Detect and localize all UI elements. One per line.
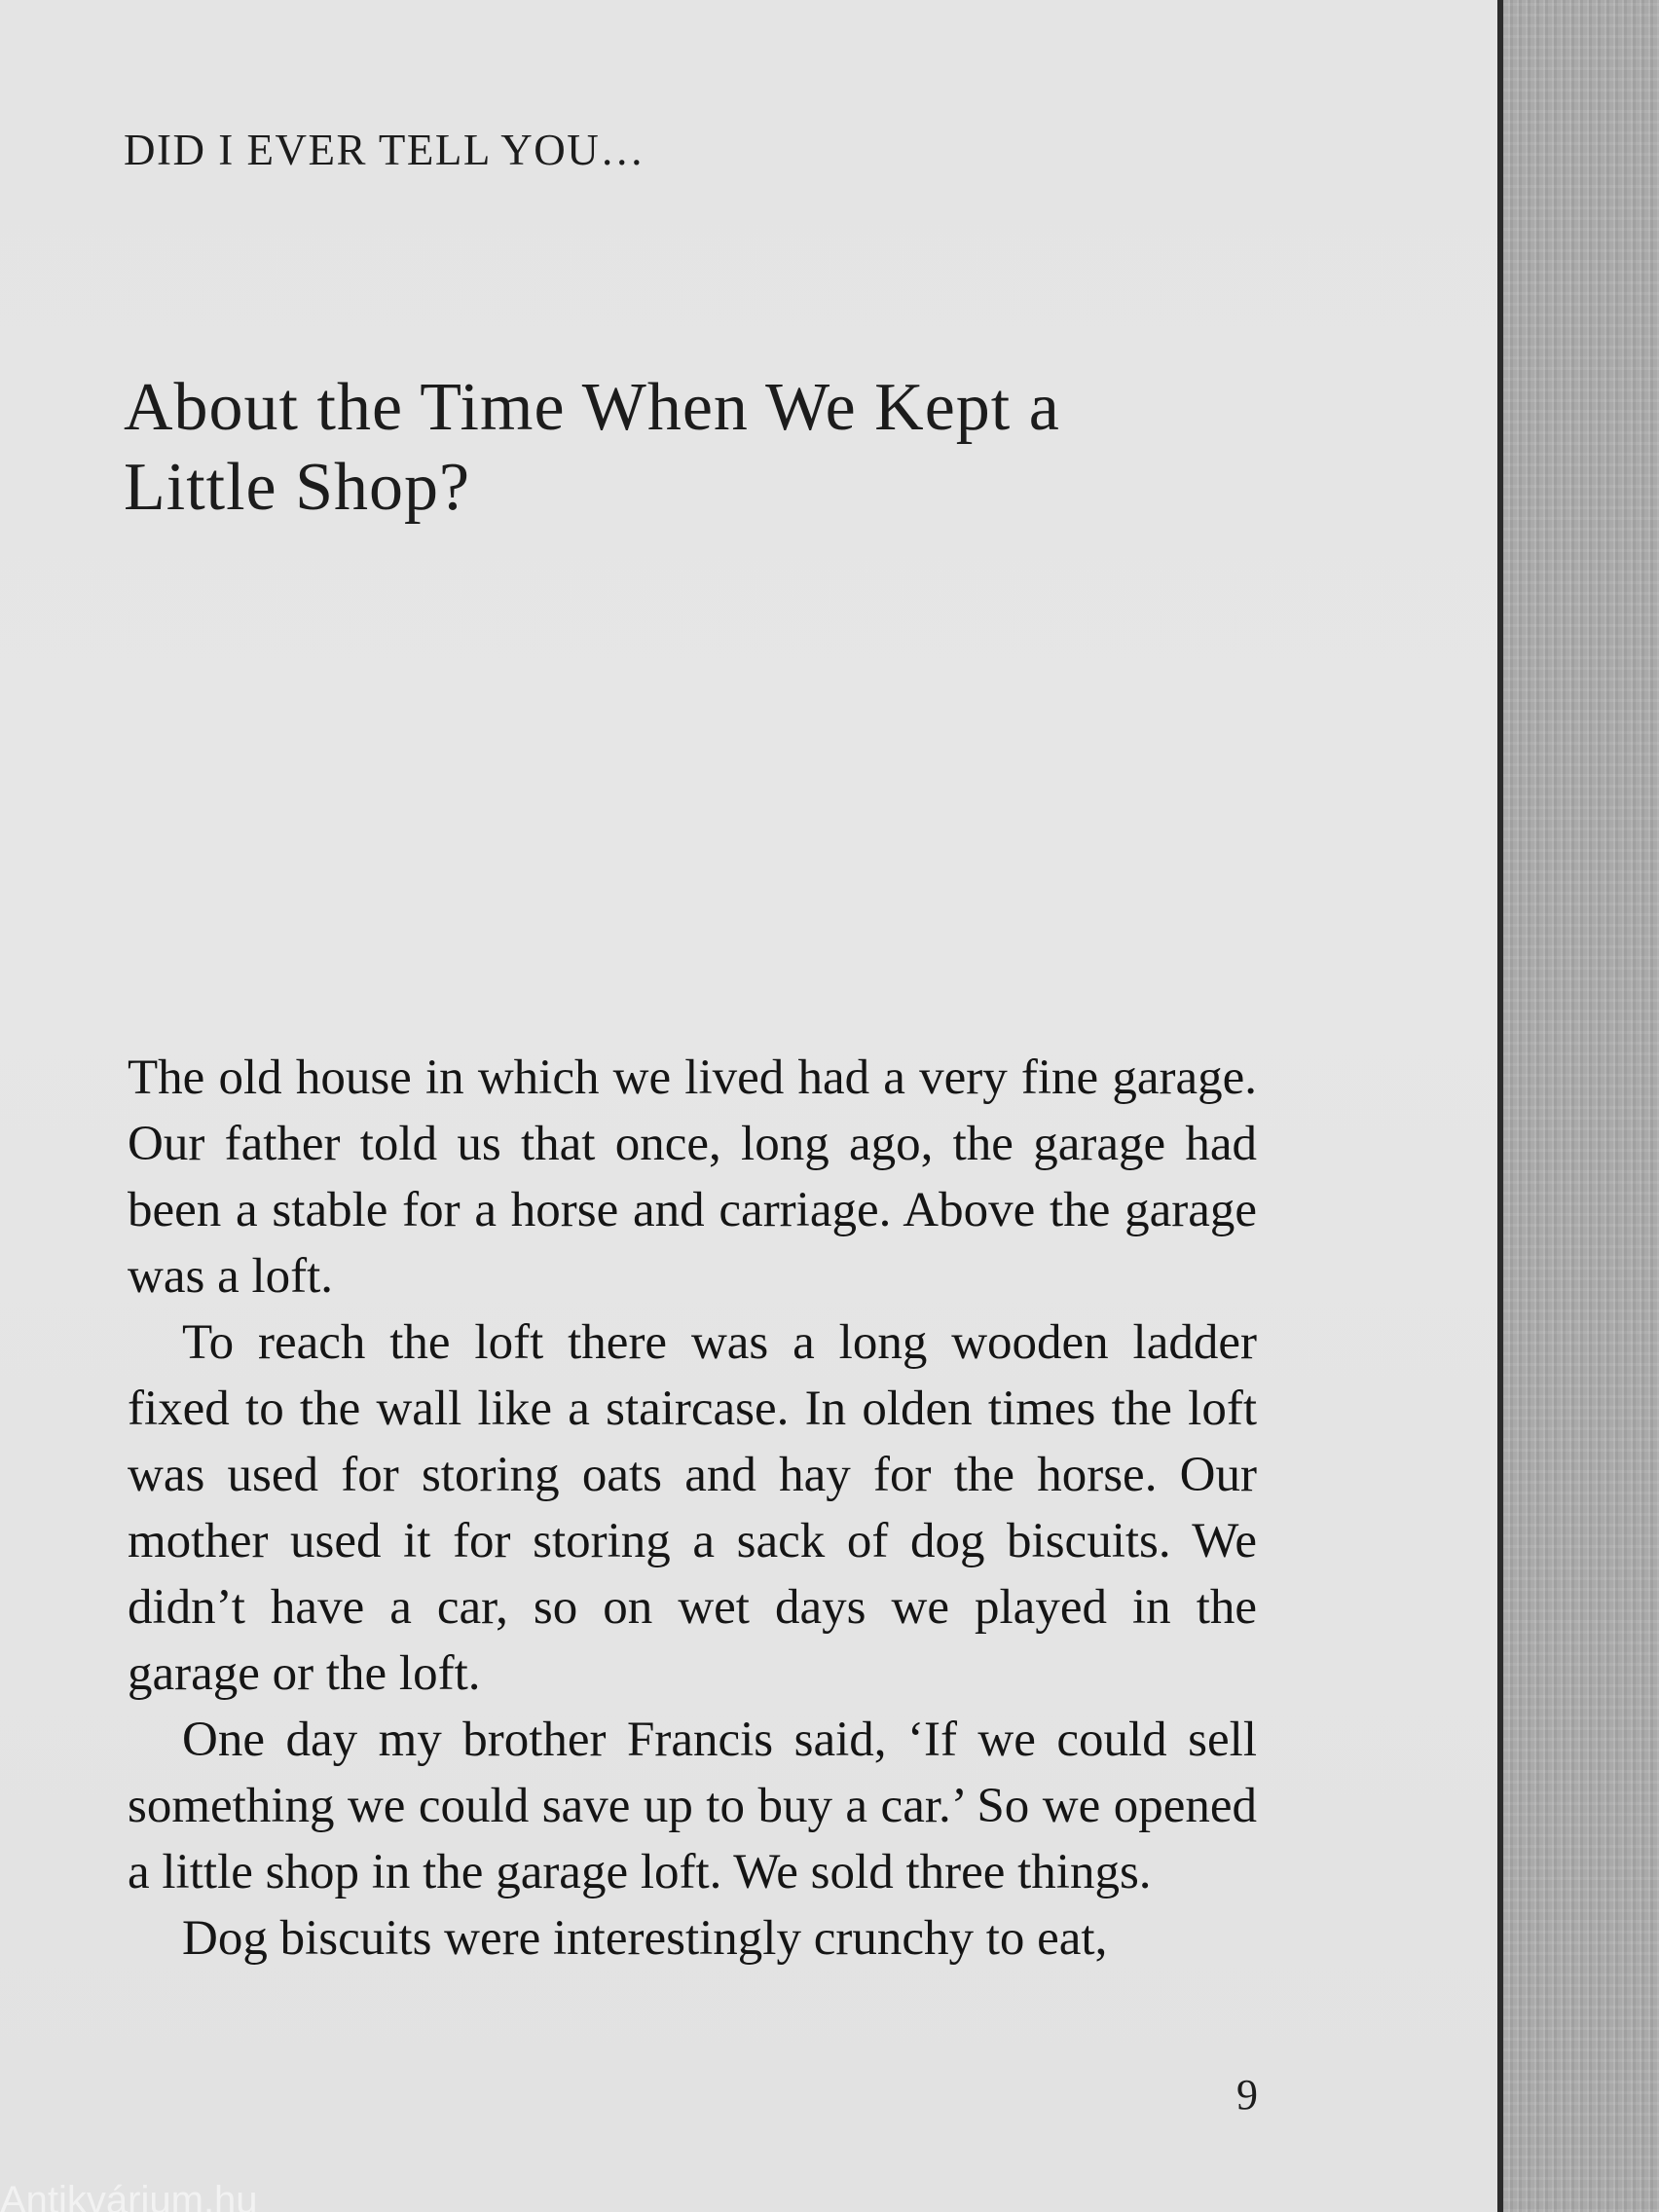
body-text bbox=[128, 1045, 1257, 1972]
paragraph-1: The old house in which we lived had a very fine garage. Our father told us that once, long ago, the garage had been a stable for a horse and carriage. Above the garage was a loft. bbox=[128, 1051, 1257, 1304]
chapter-title-line-1: About the Time When We Kept a bbox=[124, 370, 1060, 445]
watermark: Antikvárium.hu bbox=[0, 2179, 258, 2212]
chapter-title bbox=[124, 368, 1389, 528]
paragraph-3: One day my brother Francis said, ‘If we could sell something we could save up to buy a car.’ So we opened a little shop in the garage loft. We sold three things. bbox=[128, 1713, 1257, 1899]
page-number: 9 bbox=[1236, 2071, 1258, 2119]
background-surface bbox=[1499, 0, 1659, 2212]
page-edge bbox=[1497, 0, 1503, 2212]
paragraph-4: Dog biscuits were interestingly crunchy to eat, bbox=[182, 1911, 1108, 1966]
chapter-title-line-2: Little Shop? bbox=[124, 450, 471, 525]
running-head: DID I EVER TELL YOU… bbox=[124, 126, 645, 174]
paragraph-2: To reach the loft there was a long wooden ladder fixed to the wall like a staircase. In olden times the loft was used for storing oats and hay for the horse. Our mother used it for storing a sack of dog biscuits. We didn’t have a car, so on wet days we played in the garage or the loft. bbox=[128, 1315, 1257, 1701]
